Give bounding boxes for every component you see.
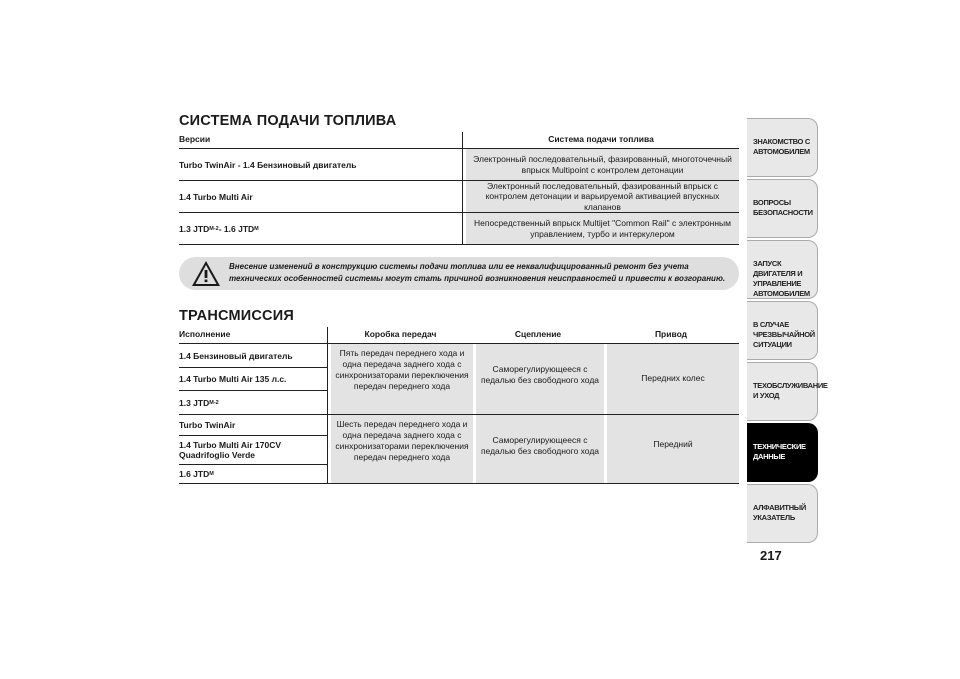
gearbox-cell: Шесть передач переднего хода и одна передача заднего хода с синхронизаторами переключения передач переднего хода bbox=[331, 415, 473, 483]
warning-text: Внесение изменений в конструкцию системы подачи топлива или ее неквалифицированный ремонт без учета технических особенностей системы могут стать причиной возникновения неисправностей и привести к возгоранию. bbox=[229, 262, 726, 283]
drive-cell: Передних колес bbox=[607, 344, 739, 414]
system-cell: Непосредственный впрыск Multijet "Common Rail" с электронным управлением, турбо и интеркулером bbox=[466, 213, 739, 244]
tab-emergency[interactable]: В СЛУЧАЕ ЧРЕЗВЫЧАЙНОЙ СИТУАЦИИ bbox=[747, 301, 818, 360]
tab-safety[interactable]: ВОПРОСЫ БЕЗОПАСНОСТИ bbox=[747, 179, 818, 238]
table-row bbox=[179, 213, 739, 245]
transmission-table bbox=[179, 327, 739, 484]
version-cell: Turbo TwinAir - 1.4 Бензиновый двигатель bbox=[179, 149, 463, 180]
version-header: Версии bbox=[179, 132, 463, 148]
model-list bbox=[179, 415, 328, 483]
system-cell: Электронный последовательный, фазированный впрыск с контролем детонации и варьируемой активацией впускных клапанов bbox=[466, 181, 739, 212]
transmission-group bbox=[179, 344, 739, 415]
model-cell bbox=[179, 391, 327, 414]
model-subscript: M-2 bbox=[209, 399, 219, 406]
version-cell bbox=[179, 213, 463, 244]
model-text: 1.3 JTD bbox=[179, 397, 210, 408]
page-number: 217 bbox=[760, 548, 782, 563]
drive-header: Привод bbox=[654, 329, 688, 339]
tab-maintenance[interactable]: ТЕХОБСЛУЖИВАНИЕ И УХОД bbox=[747, 362, 818, 421]
tab-starting-driving[interactable]: ЗАПУСК ДВИГАТЕЛЯ И УПРАВЛЕНИЕ АВТОМОБИЛЕМ bbox=[747, 240, 818, 299]
drive-cell: Передний bbox=[607, 415, 739, 483]
gearbox-header: Коробка передач bbox=[364, 329, 437, 339]
version-subscript: M-2 bbox=[209, 225, 219, 232]
system-header: Система подачи топлива bbox=[548, 134, 654, 144]
version-text: - 1.6 JTD bbox=[218, 223, 255, 234]
fuel-system-table bbox=[179, 132, 739, 245]
clutch-cell: Саморегулирующееся с педалью без свободного хода bbox=[476, 344, 604, 414]
model-list bbox=[179, 344, 328, 414]
model-header: Исполнение bbox=[179, 327, 328, 343]
model-subscript: M bbox=[209, 471, 214, 477]
gearbox-cell: Пять передач переднего хода и одна передача заднего хода с синхронизаторами переключения передач переднего хода bbox=[331, 344, 473, 414]
fuel-system-title: СИСТЕМА ПОДАЧИ ТОПЛИВА bbox=[179, 113, 397, 129]
transmission-group bbox=[179, 415, 739, 484]
transmission-title: ТРАНСМИССИЯ bbox=[179, 308, 294, 324]
fuel-table-header bbox=[179, 132, 739, 149]
version-cell: 1.4 Turbo Multi Air bbox=[179, 181, 463, 212]
model-cell: 1.4 Turbo Multi Air 135 л.с. bbox=[179, 368, 327, 391]
tab-technical-data[interactable]: ТЕХНИЧЕСКИЕ ДАННЫЕ bbox=[747, 423, 818, 482]
table-row bbox=[179, 181, 739, 213]
version-subscript: M bbox=[254, 225, 259, 232]
system-cell: Электронный последовательный, фазированный, многоточечный впрыск Multipoint с контролем детонации bbox=[466, 149, 739, 180]
tab-index[interactable]: АЛФАВИТНЫЙ УКАЗАТЕЛЬ bbox=[747, 484, 818, 543]
table-row bbox=[179, 149, 739, 181]
clutch-header: Сцепление bbox=[514, 329, 562, 339]
version-text: 1.3 JTD bbox=[179, 223, 210, 234]
clutch-cell: Саморегулирующееся с педалью без свободного хода bbox=[476, 415, 604, 483]
model-cell: 1.4 Turbo Multi Air 170CV Quadrifoglio Verde bbox=[179, 436, 327, 465]
warning-box bbox=[179, 257, 739, 290]
transmission-table-header bbox=[179, 327, 739, 344]
model-text: 1.6 JTD bbox=[179, 469, 210, 479]
model-cell: 1.4 Бензиновый двигатель bbox=[179, 344, 327, 368]
tab-vehicle-intro[interactable]: ЗНАКОМСТВО С АВТОМОБИЛЕМ bbox=[747, 118, 818, 177]
model-cell: Turbo TwinAir bbox=[179, 415, 327, 436]
model-cell bbox=[179, 465, 327, 483]
warning-triangle-icon bbox=[191, 260, 221, 287]
